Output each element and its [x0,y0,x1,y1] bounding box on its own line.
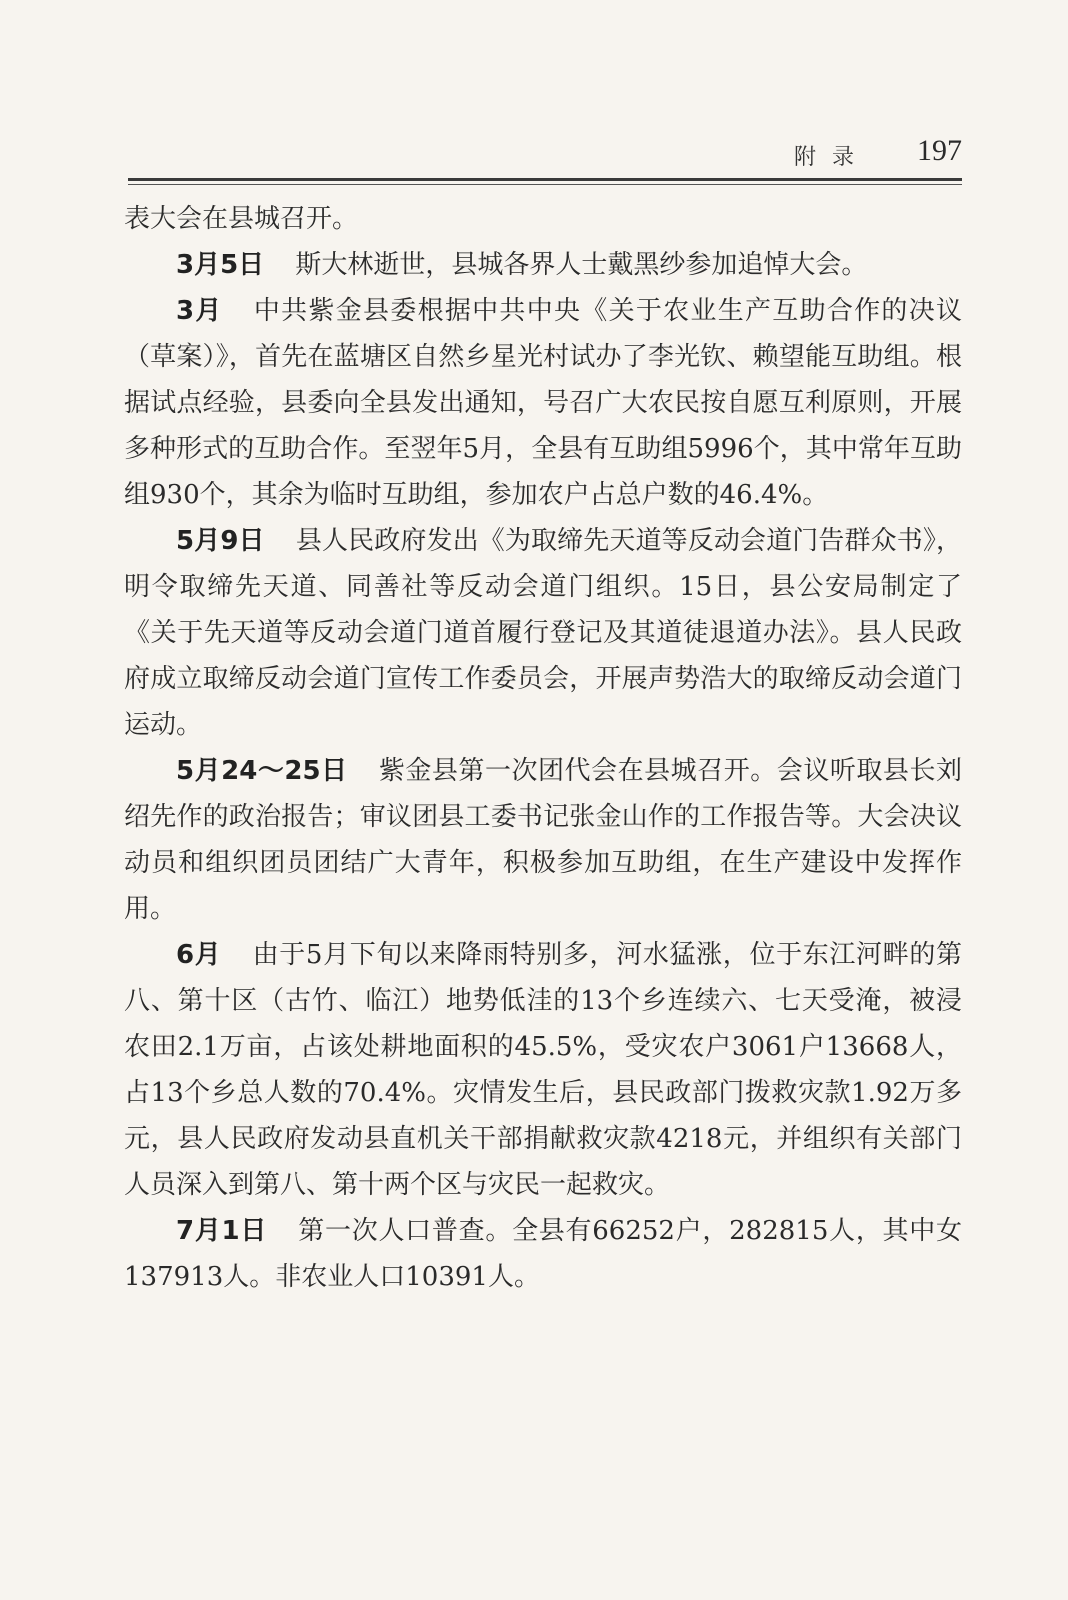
entry-date: 5月24～25日 [176,756,348,786]
entry [124,1208,962,1300]
entry-text: 斯大林逝世，县城各界人士戴黑纱参加追悼大会。 [295,250,868,280]
entry-continuation [124,196,962,242]
entry-date: 5月9日 [176,526,265,556]
page-number: 197 [917,134,962,167]
header-rule-thick [128,178,962,181]
entry-text: 中共紫金县委根据中共中央《关于农业生产互助合作的决议（草案）》，首先在蓝塘区自然乡星光村试办了李光钦、赖望能互助组。根据试点经验，县委向全县发出通知，号召广大农民按自愿互利原则，开展多种形式的互助合作。至翌年5月，全县有互助组5996个，其中常年互助组930个，其余为临时互助组，参加农户占总户数的46.4%。 [124,296,962,510]
entry-text: 表大会在县城召开。 [124,204,359,234]
chronicle-body [124,196,962,1300]
entry-text: 县人民政府发出《为取缔先天道等反动会道门告群众书》，明令取缔先天道、同善社等反动会道门组织。15日，县公安局制定了《关于先天道等反动会道门道首履行登记及其道徒退道办法》。县人民政府成立取缔反动会道门宣传工作委员会，开展声势浩大的取缔反动会道门运动。 [124,526,962,740]
entry [124,518,962,748]
entry-date: 3月 [176,296,223,326]
running-header [128,134,962,174]
entry-text: 紫金县第一次团代会在县城召开。会议听取县长刘绍先作的政治报告；审议团县工委书记张金山作的工作报告等。大会决议动员和组织团员团结广大青年，积极参加互助组，在生产建设中发挥作用。 [124,756,962,924]
entry [124,242,962,288]
entry [124,288,962,518]
entry-text: 由于5月下旬以来降雨特别多，河水猛涨，位于东江河畔的第八、第十区（古竹、临江）地势低洼的13个乡连续六、七天受淹，被浸农田2.1万亩，占该处耕地面积的45.5%，受灾农户3061户13668人，占13个乡总人数的70.4%。灾情发生后，县民政部门拨救灾款1.92万多元，县人民政府发动县直机关干部捐献救灾款4218元，并组织有关部门人员深入到第八、第十两个区与灾民一起救灾。 [124,940,962,1200]
header-section-title: 附录 [793,145,870,170]
entry-date: 7月1日 [176,1216,268,1246]
entry [124,748,962,932]
header-rule-thin [128,184,962,185]
entry-text: 第一次人口普查。全县有66252户，282815人，其中女137913人。非农业人口10391人。 [124,1216,963,1292]
entry [124,932,962,1208]
entry-date: 3月5日 [176,250,265,280]
entry-date: 6月 [176,940,222,970]
